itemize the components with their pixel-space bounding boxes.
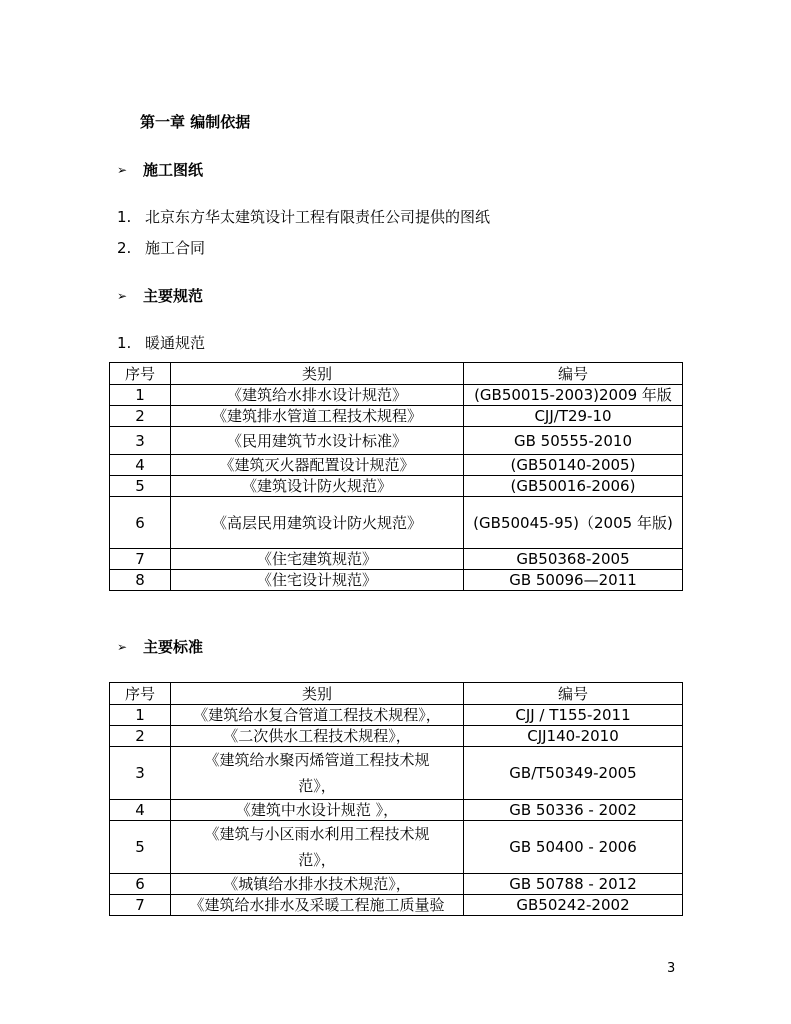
table-row: 2 《二次供水工程技术规程》， CJJ140-2010 [110, 726, 683, 747]
section-title: 主要规范 [143, 287, 204, 305]
table-row: 5 《建筑与小区雨水利用工程技术规范》， GB 50400 - 2006 [110, 821, 683, 874]
table-row: 2 《建筑排水管道工程技术规程》 CJJ/T29-10 [110, 406, 683, 427]
arrow-bullet-icon: ➢ [117, 162, 128, 177]
arrow-bullet-icon: ➢ [117, 288, 128, 303]
table-row: 7 《建筑给水排水及采暖工程施工质量验 GB50242-2002 [110, 895, 683, 916]
table-row: 3 《建筑给水聚丙烯管道工程技术规范》， GB/T50349-2005 [110, 747, 683, 800]
table-row: 4 《建筑中水设计规范 》， GB 50336 - 2002 [110, 800, 683, 821]
table-row: 6 《城镇给水排水技术规范》， GB 50788 - 2012 [110, 874, 683, 895]
chapter-title: 第一章 编制依据 [140, 113, 251, 131]
table-row: 8 《住宅设计规范》 GB 50096—2011 [110, 570, 683, 591]
list-item: 1. 北京东方华太建筑设计工程有限责任公司提供的图纸 [117, 208, 491, 226]
table-header-row: 序号 类别 编号 [110, 363, 683, 385]
specs-table [109, 362, 683, 591]
table-row: 1 《建筑给水排水设计规范》 (GB50015-2003)2009 年版 [110, 385, 683, 406]
table-row: 7 《住宅建筑规范》 GB50368-2005 [110, 549, 683, 570]
section-specs-heading [117, 285, 203, 306]
table-row: 3 《民用建筑节水设计标准》 GB 50555-2010 [110, 427, 683, 455]
arrow-bullet-icon: ➢ [117, 639, 128, 654]
table-row: 1 《建筑给水复合管道工程技术规程》， CJJ / T155-2011 [110, 705, 683, 726]
list-item: 2. 施工合同 [117, 239, 206, 257]
table-row: 5 《建筑设计防火规范》 (GB50016-2006) [110, 476, 683, 497]
table-row: 4 《建筑灭火器配置设计规范》 (GB50140-2005) [110, 455, 683, 476]
section-standards-heading [117, 636, 203, 657]
section-title: 施工图纸 [143, 161, 204, 179]
standards-table [109, 682, 683, 916]
section-title: 主要标准 [143, 638, 204, 656]
page-number: 3 [667, 961, 676, 976]
list-item: 1. 暖通规范 [117, 334, 206, 352]
section-drawings-heading [117, 159, 203, 180]
table-header-row: 序号 类别 编号 [110, 683, 683, 705]
table-row: 6 《高层民用建筑设计防火规范》 (GB50045-95)（2005 年版) [110, 497, 683, 549]
